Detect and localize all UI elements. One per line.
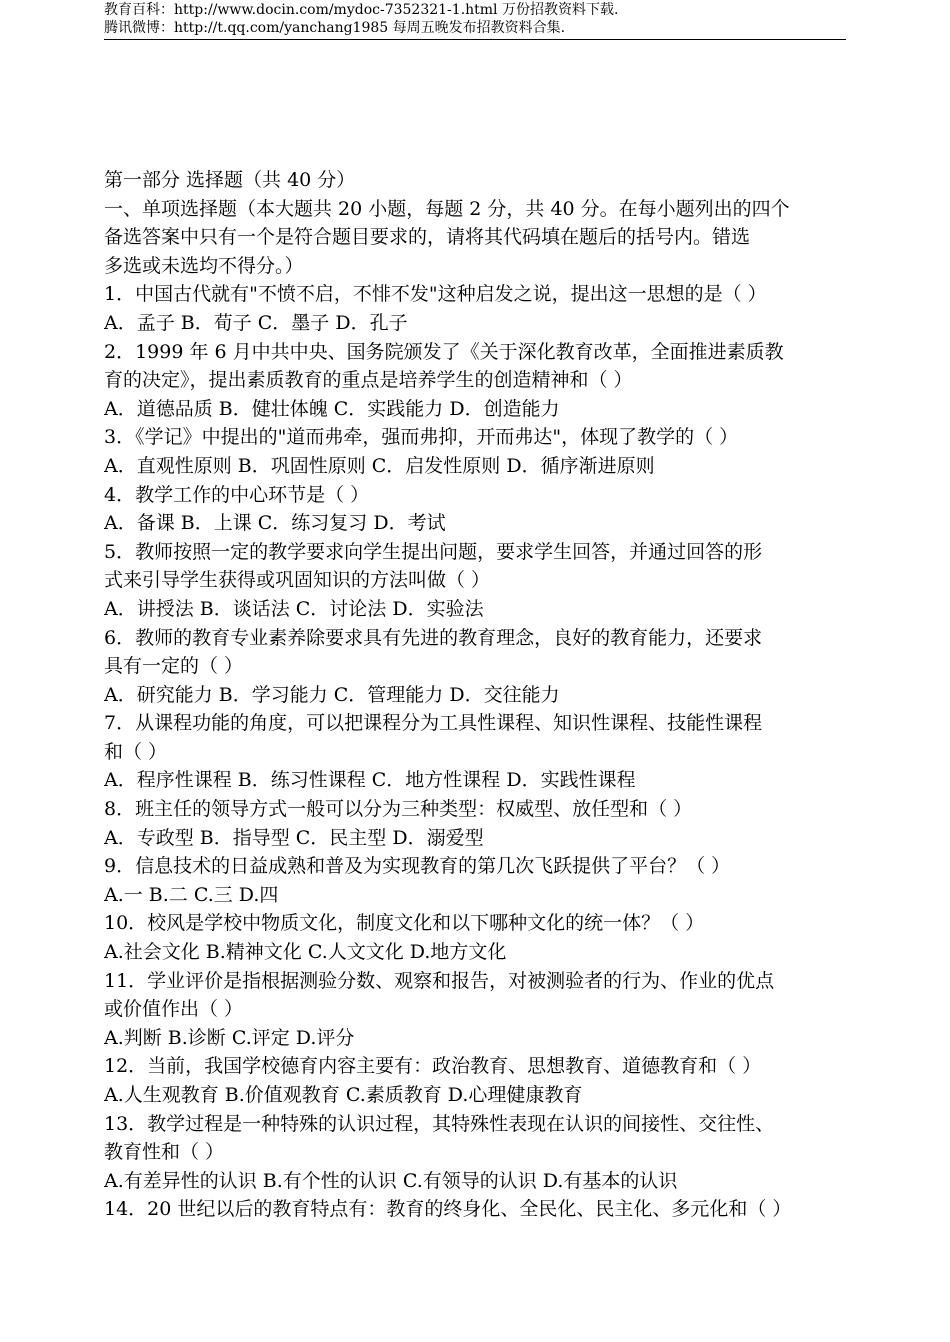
question-stem: 5．教师按照一定的教学要求向学生提出问题，要求学生回答，并通过回答的形 bbox=[104, 540, 763, 563]
header-line-docin: 教育百科：http://www.docin.com/mydoc-7352321-1.html 万份招教资料下载. bbox=[104, 2, 619, 18]
question-stem: 14．20 世纪以后的教育特点有：教育的终身化、全民化、民主化、多元化和（ ） bbox=[104, 1198, 792, 1221]
question-12 bbox=[104, 1052, 846, 1109]
question-7 bbox=[104, 709, 846, 795]
question-stem: 1．中国古代就有"不愤不启，不悱不发"这种启发之说，提出这一思想的是（ ） bbox=[104, 283, 767, 306]
instruction-line: 一、单项选择题（本大题共 20 小题，每题 2 分，共 40 分。在每小题列出的四个 bbox=[104, 197, 790, 220]
document-body bbox=[104, 166, 846, 1224]
instruction-line: 备选答案中只有一个是符合题目要求的，请将其代码填在题后的括号内。错选 bbox=[104, 226, 751, 249]
question-options: A．讲授法 B．谈话法 C．讨论法 D．实验法 bbox=[104, 597, 484, 620]
question-options: A．程序性课程 B．练习性课程 C．地方性课程 D．实践性课程 bbox=[104, 769, 636, 792]
question-stem: 13．教学过程是一种特殊的认识过程，其特殊性表现在认识的间接性、交往性、 bbox=[104, 1112, 775, 1135]
question-options: A.社会文化 B.精神文化 C.人文文化 D.地方文化 bbox=[104, 941, 507, 964]
question-6 bbox=[104, 624, 846, 710]
question-stem: 2．1999 年 6 月中共中央、国务院颁发了《关于深化教育改革，全面推进素质教 bbox=[104, 340, 784, 363]
question-9 bbox=[104, 852, 846, 909]
question-options: A．专政型 B．指导型 C．民主型 D．溺爱型 bbox=[104, 826, 484, 849]
page-header bbox=[104, 0, 846, 40]
question-4 bbox=[104, 481, 846, 538]
question-13 bbox=[104, 1110, 846, 1196]
question-10 bbox=[104, 909, 846, 966]
question-stem: 具有一定的（ ） bbox=[104, 655, 244, 678]
section-title: 第一部分 选择题（共 40 分） bbox=[104, 169, 356, 191]
question-options: A.判断 B.诊断 C.评定 D.评分 bbox=[104, 1026, 355, 1049]
question-options: A．道德品质 B．健壮体魄 C．实践能力 D．创造能力 bbox=[104, 397, 560, 420]
question-options: A．孟子 B．荀子 C．墨子 D．孔子 bbox=[104, 311, 408, 334]
question-stem: 12．当前，我国学校德育内容主要有：政治教育、思想教育、道德教育和（ ） bbox=[104, 1055, 762, 1078]
question-stem: 9．信息技术的日益成熟和普及为实现教育的第几次飞跃提供了平台？（ ） bbox=[104, 855, 731, 878]
question-stem: 教育性和（ ） bbox=[104, 1141, 225, 1164]
question-options: A.一 B.二 C.三 D.四 bbox=[104, 883, 279, 906]
question-stem: 育的决定》，提出素质教育的重点是培养学生的创造精神和（ ） bbox=[104, 369, 633, 392]
question-stem: 3．《学记》中提出的"道而弗牵，强而弗抑，开而弗达"，体现了教学的（ ） bbox=[104, 426, 739, 449]
question-stem: 式来引导学生获得或巩固知识的方法叫做（ ） bbox=[104, 569, 491, 592]
question-5 bbox=[104, 538, 846, 624]
instructions bbox=[104, 195, 846, 281]
question-stem: 10．校风是学校中物质文化，制度文化和以下哪种文化的统一体？（ ） bbox=[104, 912, 705, 935]
question-options: A．备课 B．上课 C．练习复习 D．考试 bbox=[104, 512, 446, 535]
question-stem: 4．教学工作的中心环节是（ ） bbox=[104, 483, 370, 506]
question-1 bbox=[104, 280, 846, 337]
question-options: A．直观性原则 B．巩固性原则 C．启发性原则 D．循序渐进原则 bbox=[104, 454, 655, 477]
instruction-line: 多选或未选均不得分。） bbox=[104, 254, 304, 277]
question-2 bbox=[104, 338, 846, 424]
question-stem: 6．教师的教育专业素养除要求具有先进的教育理念，良好的教育能力，还要求 bbox=[104, 626, 763, 649]
header-line-weibo: 腾讯微博：http://t.qq.com/yanchang1985 每周五晚发布招教资料合集. bbox=[104, 20, 566, 36]
question-list bbox=[104, 280, 846, 1224]
question-stem: 11．学业评价是指根据测验分数、观察和报告，对被测验者的行为、作业的优点 bbox=[104, 969, 775, 992]
question-options: A．研究能力 B．学习能力 C．管理能力 D．交往能力 bbox=[104, 683, 560, 706]
question-3 bbox=[104, 423, 846, 480]
question-11 bbox=[104, 967, 846, 1053]
question-8 bbox=[104, 795, 846, 852]
question-stem: 8．班主任的领导方式一般可以分为三种类型：权威型、放任型和（ ） bbox=[104, 798, 693, 821]
question-14 bbox=[104, 1195, 846, 1224]
question-options: A.人生观教育 B.价值观教育 C.素质教育 D.心理健康教育 bbox=[104, 1084, 583, 1106]
question-options: A.有差异性的认识 B.有个性的认识 C.有领导的认识 D.有基本的认识 bbox=[104, 1169, 678, 1192]
question-stem: 和（ ） bbox=[104, 740, 168, 763]
question-stem: 或价值作出（ ） bbox=[104, 998, 244, 1021]
question-stem: 7．从课程功能的角度，可以把课程分为工具性课程、知识性课程、技能性课程 bbox=[104, 712, 763, 735]
